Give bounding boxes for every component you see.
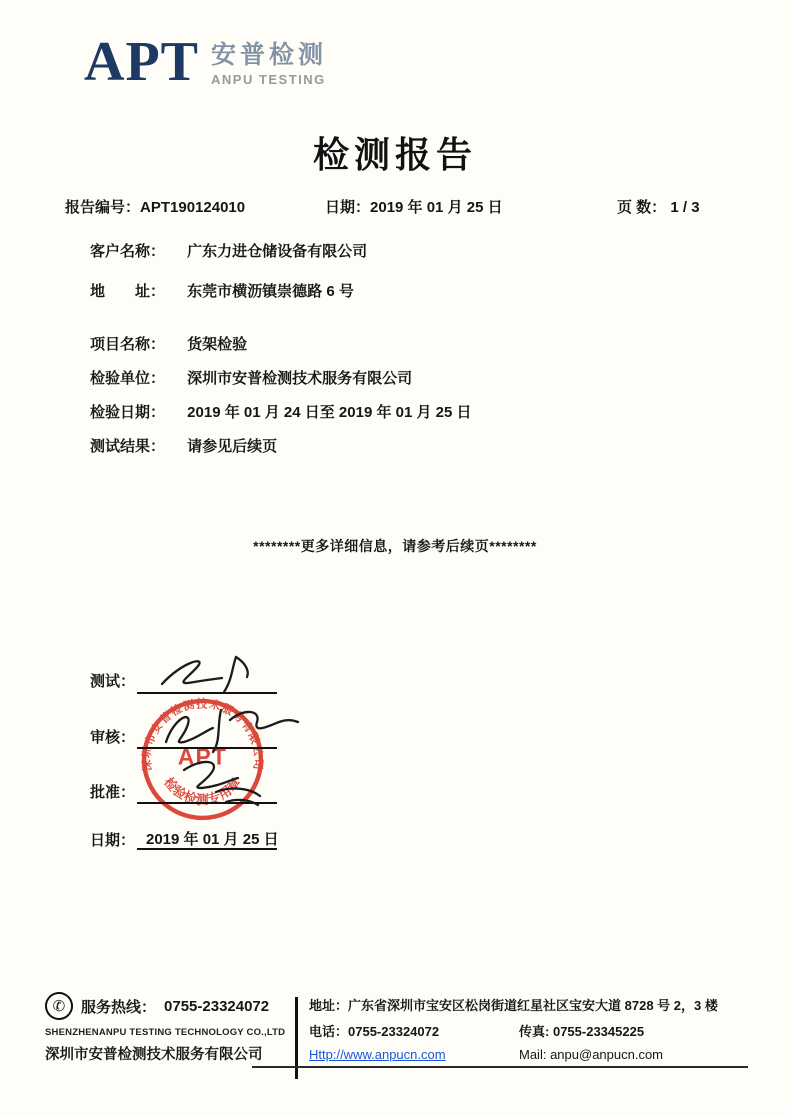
page-count-value: 1 / 3 <box>670 199 700 216</box>
service-hotline <box>45 992 293 1020</box>
signoff-date-line <box>137 848 277 850</box>
customer-name-label: 客户名称： <box>90 243 166 260</box>
footer-address-value: 广东省深圳市宝安区松岗街道红星社区宝安大道 8728 号 2，3 楼 <box>348 998 718 1013</box>
footer-fax-label: 传真: <box>519 1024 550 1039</box>
footer-mail-value: anpu@anpucn.com <box>550 1047 664 1062</box>
hotline-number: 0755-23324072 <box>164 997 270 1015</box>
stamp-bottom-text: 检验检测专用章 <box>161 775 244 807</box>
approver-signature <box>168 752 278 810</box>
test-result-value: 请参见后续页 <box>187 438 278 455</box>
footer-rule <box>252 1066 748 1068</box>
footer-fax-value: 0755-23345225 <box>552 1024 645 1039</box>
reviewer-label: 审核： <box>90 729 136 746</box>
footer-fax <box>519 1021 644 1040</box>
report-number <box>65 196 245 217</box>
project-name-value: 货架检验 <box>187 336 248 353</box>
stamp-ring-text: 深圳市安普检测技术服务有限公司 <box>141 698 264 772</box>
report-date <box>325 196 503 217</box>
tester-label: 测试： <box>90 673 136 690</box>
inspection-unit-label: 检验单位： <box>90 370 166 387</box>
reviewer-signature <box>158 700 308 760</box>
inspection-unit-value: 深圳市安普检测技术服务有限公司 <box>187 370 413 387</box>
footer-address-label: 地址： <box>309 998 349 1013</box>
footer-company-block <box>45 992 293 1064</box>
signoff-date-value: 2019 年 01 月 25 日 <box>146 831 279 848</box>
inspection-unit-row <box>90 367 412 388</box>
page-title: 检测报告 <box>312 134 477 175</box>
inspection-date-label: 检验日期： <box>90 404 166 421</box>
project-name-label: 项目名称： <box>90 336 166 353</box>
inspection-date-value: 2019 年 01 月 24 日至 2019 年 01 月 25 日 <box>187 404 472 421</box>
phone-icon: ✆ <box>43 990 75 1022</box>
report-date-value: 2019 年 01 月 25 日 <box>370 199 503 216</box>
customer-address-label: 地 址： <box>90 283 166 300</box>
customer-name-row <box>90 240 367 261</box>
report-number-value: APT190124010 <box>140 199 246 216</box>
footer-mail-label: Mail: <box>519 1047 547 1062</box>
footer-contact-block <box>309 995 759 1069</box>
stamp-center-text: APT <box>177 743 228 770</box>
footer-tel-value: 0755-23324072 <box>348 1024 440 1039</box>
inspection-date-row <box>90 401 472 422</box>
logo-name-cn: 安普检测 <box>211 41 328 69</box>
hotline-label: 服务热线： <box>81 998 157 1016</box>
footer-tel <box>309 1021 519 1040</box>
report-number-label: 报告编号： <box>65 199 141 216</box>
tester-signature <box>148 652 278 697</box>
test-result-row <box>90 435 277 456</box>
footer-address-line <box>309 995 759 1014</box>
logo-text <box>211 40 327 87</box>
footer-web <box>309 1047 519 1062</box>
footer-company-cn: 深圳市安普检测技术服务有限公司 <box>45 1047 263 1063</box>
more-info-notice: ********更多详细信息，请参考后续页******** <box>253 538 537 554</box>
approver-label: 批准： <box>90 784 136 801</box>
logo-name-en: ANPU TESTING <box>211 72 326 87</box>
signoff-date-label: 日期： <box>90 832 136 849</box>
report-date-label: 日期： <box>325 199 371 216</box>
footer-tel-fax-line <box>309 1021 759 1040</box>
test-result-label: 测试结果： <box>90 438 166 455</box>
page-count-label: 页 数： <box>617 199 667 216</box>
page-count <box>617 196 700 217</box>
customer-address-value: 东莞市横沥镇崇德路 6 号 <box>187 283 354 300</box>
logo-apt-icon: APT <box>84 31 199 93</box>
footer-web-mail-line <box>309 1047 759 1062</box>
footer-tel-label: 电话： <box>309 1024 349 1039</box>
customer-address-row <box>90 280 354 301</box>
company-logo <box>84 31 328 93</box>
website-link[interactable]: Http://www.anpucn.com <box>309 1047 446 1062</box>
project-name-row <box>90 333 247 354</box>
customer-name-value: 广东力进仓储设备有限公司 <box>187 243 368 260</box>
footer-company-en: SHENZHENANPU TESTING TECHNOLOGY CO.,LTD <box>45 1027 286 1038</box>
footer-mail <box>519 1047 663 1062</box>
